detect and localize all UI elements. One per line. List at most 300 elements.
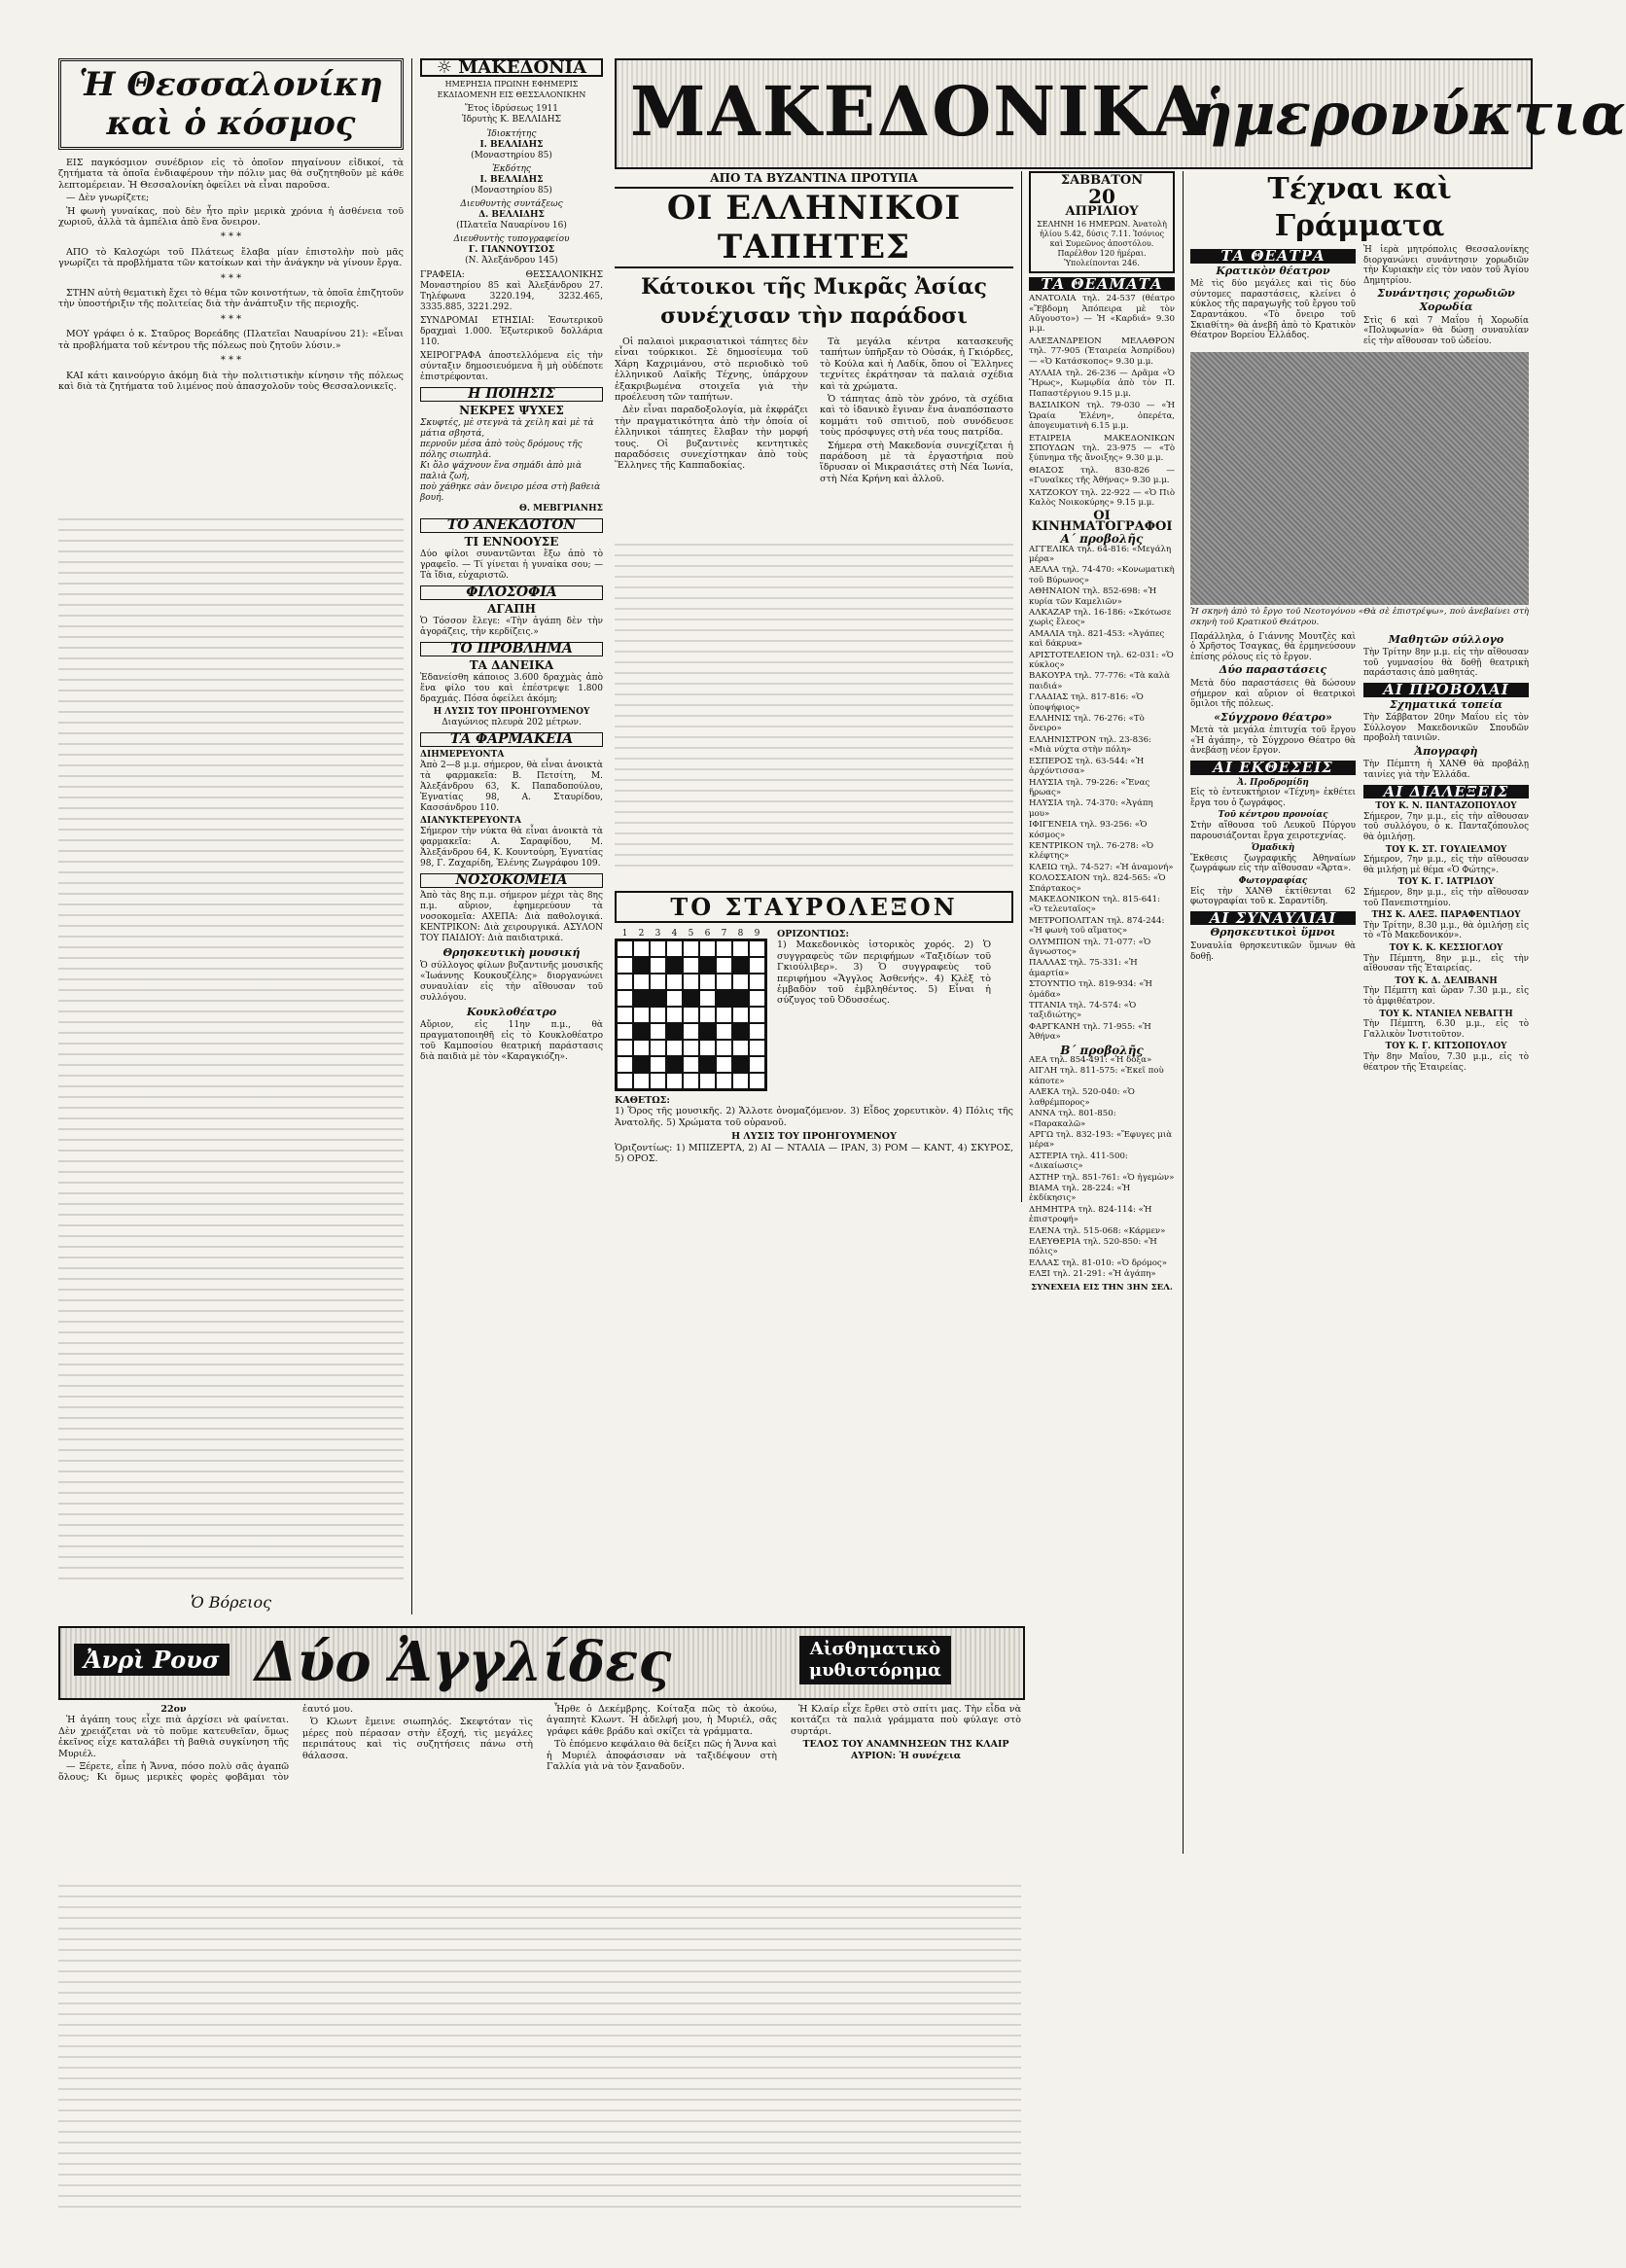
crossword-number: 4 [671, 929, 678, 939]
cinema-entry: ΑΝΝΑ τηλ. 801-850: «Παρακαλῶ» [1029, 1109, 1116, 1129]
hospitals-text: Ἀπὸ τὰς 8ης π.μ. σήμερον μέχρι τὰς 8ης π.μ. αὔριον, ἐφημερεύουν τὰ νοσοκομεῖα: ΑΧΕΠΑ: Διὰ παθολογικά. ΚΕΝΤΡΙΚΟΝ: Διὰ χειρουργικά. ΑΣΥΛΟΝ ΤΟΥ ΠΑΙΔΙΟΥ: Διὰ παιδιατρικά. [420, 891, 603, 943]
theatre-entry: ΒΑΣΙΛΙΚΟΝ τηλ. 79-030 — «Ἡ Ὡραία Ἑλένη», ὀπερέτα, ἀπογευματινὴ 6.15 μ.μ. [1029, 401, 1175, 432]
crossword-number: 3 [654, 929, 661, 939]
crossword-cell [683, 1007, 699, 1023]
date-number: 20 [1088, 185, 1115, 209]
lectures-text: Τὴν Σάββατον 20ην Μαΐου εἰς τὸν Σύλλογον Μακεδονικῶν Σπουδῶν προβολὴ ταινιῶν. [1363, 713, 1529, 744]
talk-text: Τὴν Πέμπτη, 6.30 μ.μ., εἰς τὸ Γαλλικὸν Ἰνστιτοῦτον. [1363, 1019, 1529, 1040]
arts-column [1190, 171, 1529, 1854]
crossword-clues [777, 929, 991, 1091]
masthead-director-address: (Πλατεῖα Ναυαρίνου 16) [456, 221, 567, 230]
masthead-subscriptions: ΣΥΝΔΡΟΜΑΙ ΕΤΗΣΙΑΙ: Ἐσωτερικοῦ δραχμαὶ 1.000. Ἐξωτερικοῦ δολλάρια 110. [420, 316, 603, 347]
column-rule [1021, 171, 1022, 1202]
lectures-sub-title: Ἀπογραφὴ [1414, 744, 1478, 758]
crossword-cell [683, 1056, 699, 1073]
masthead-subtitle: ΗΜΕΡΗΣΙΑ ΠΡΩΙΝΗ ΕΦΗΜΕΡΙΣ ΕΚΔΙΔΟΜΕΝΗ ΕΙΣ ΘΕΣΣΑΛΟΝΙΚΗΝ [437, 80, 586, 99]
photo-caption: Ἡ σκηνὴ ἀπὸ τὸ ἔργο τοῦ Νεοτογόνου «Θὰ σὲ ἐπιστρέψω», ποὺ ἀνεβαίνει στὴ σκηνὴ τοῦ Κρατικοῦ Θεάτρου. [1190, 607, 1529, 627]
cinema-entry: ΑΡΙΣΤΟΤΕΛΕΙΟΝ τηλ. 62-031: «Ὁ κύκλος» [1029, 650, 1174, 671]
thessaloniki-author: Ὁ Βόρειος [190, 1593, 272, 1612]
cinema-entry: ΑΣΤΕΡΙΑ τηλ. 411-500: «Δικαίωσις» [1029, 1151, 1128, 1172]
novel-end-note: ΤΕΛΟΣ ΤΟΥ ΑΝΑΜΝΗΣΕΩΝ ΤΗΣ ΚΛΑΙΡ [802, 1739, 1009, 1751]
crossword-cell [683, 974, 699, 990]
novel-title: Δύο Ἀγγλίδες [255, 1630, 672, 1694]
poetry-author: Θ. ΜΕΒΓΡΙΑΝΗΣ [519, 504, 603, 514]
crossword-cell [749, 1007, 765, 1023]
arts-right-lower [1363, 632, 1529, 1074]
shows-section-title: ΤΑ ΘΕΑΜΑΤΑ [1029, 277, 1175, 291]
crossword-cell [749, 1073, 765, 1089]
masthead-note: ΧΕΙΡΟΓΡΑΦΑ ἀποστελλόμενα εἰς τὴν σύνταξιν δημοσιευόμενα ἢ μὴ οὐδέποτε ἐπιστρέφονται. [420, 351, 603, 382]
exhibition-text: Εἰς τὸ ἐντευκτήριον «Τέχνη» ἐκθέτει ἔργα του ὁ ζωγράφος. [1190, 788, 1356, 808]
crossword-cell [617, 990, 633, 1007]
crossword-cell [666, 1040, 683, 1056]
talk-name: ΤΟΥ Κ. Δ. ΔΕΛΙΒΑΝΗ [1395, 975, 1498, 986]
cinemas-section-title: ΟΙ ΚΙΝΗΜΑΤΟΓΡΑΦΟΙ [1031, 509, 1173, 534]
concerts-title: Θρησκευτικοὶ ὕμνοι [1210, 926, 1336, 939]
poetry-line: Κι ὅλο ψάχνουν ἕνα σημάδι ἀπὸ μιὰ παλιὰ ζωή, [420, 461, 583, 481]
masthead-owner-label: Ἰδιοκτήτης [486, 129, 537, 139]
poetry-line: Σκυφτές, μὲ στεγνὰ τὰ χείλη καὶ μὲ τὰ μάτια σβηστά, [420, 418, 594, 439]
date-box [1029, 171, 1175, 273]
crossword-cell [716, 1073, 732, 1089]
crossword-cell [749, 940, 765, 957]
crossword-number: 1 [621, 929, 628, 939]
anecdote-title: ΤΙ ΕΝΝΟΟΥΣΕ [464, 535, 559, 549]
novel-paragraph: Τὸ ἐπόμενο κεφάλαιο θὰ δείξει πῶς ἡ Ἄννα καὶ ἡ Μυριέλ ἀποφάσισαν νὰ ταξιδέψουν στὴ Γαλλία γιὰ νὰ τὸν ξαναδοῦν. [547, 1739, 777, 1773]
cinemas-second-label: Β΄ προβολῆς [1060, 1043, 1144, 1057]
crossword-cell [683, 940, 699, 957]
talk-text: Σήμερον, 7ην μ.μ., εἰς τὴν αἴθουσαν θὰ μιλήσῃ μὲ θέμα «Ὁ Φώτης». [1363, 855, 1529, 875]
crossword-cell [716, 1023, 732, 1040]
talk-text: Τὴν Τρίτην, 8.30 μ.μ., θὰ ὁμιλήσῃ εἰς τὸ «Τὸ Μακεδονικόν». [1363, 920, 1529, 941]
crossword-cell [683, 1073, 699, 1089]
masthead-owner: Ι. ΒΕΛΛΙΔΗΣ [479, 140, 544, 150]
crossword-cell [732, 1040, 749, 1056]
crossword-black-cell [699, 1056, 716, 1073]
crossword-cell [666, 940, 683, 957]
crossword-cell [633, 974, 650, 990]
poetry-line: περνοῦν μέσα ἀπὸ τοὺς δρόμους τῆς πόλης σιωπηλά. [420, 440, 583, 460]
masthead-publisher-label: Ἐκδότης [492, 164, 531, 174]
talk-text: Τὴν Πέμπτη καὶ ὥραν 7.30 μ.μ., εἰς τὸ ἀμφιθέατρον. [1363, 986, 1529, 1007]
cinema-entry: ΔΗΜΗΤΡΑ τηλ. 824-114: «Ἡ ἐπιστροφή» [1029, 1204, 1152, 1225]
students-title: Μαθητῶν σύλλογο [1388, 632, 1504, 646]
crossword-cell [732, 940, 749, 957]
talk-name: ΤΟΥ Κ. ΣΤ. ΓΟΥΛΙΕΛΜΟΥ [1385, 844, 1507, 855]
page-header [615, 58, 1626, 169]
crossword-cell [666, 990, 683, 1007]
crossword-cell [633, 1040, 650, 1056]
crossword-cell [617, 1073, 633, 1089]
exhibition-title: Ἀ. Προδρομίδη [1237, 777, 1309, 788]
cinema-entry: ΜΕΤΡΟΠΟΛΙΤΑΝ τηλ. 874-244: «Ἡ φωνὴ τοῦ αἵματος» [1029, 915, 1165, 937]
cinema-entry: ΑΘΗΝΑΙΟΝ τηλ. 852-698: «Ἡ κυρία τῶν Καμελιῶν» [1029, 586, 1157, 607]
lectures-sub-text: Τὴν Πέμπτη ἡ ΧΑΝΘ θὰ προβάλῃ ταινίες γιὰ τὴν Ἑλλάδα. [1363, 760, 1529, 781]
masthead-column [420, 58, 603, 1614]
theatre-entry: ΑΝΑΤΟΛΙΑ τηλ. 24-537 (θέατρο «Ἔβδομη Ἀπόπειρα μὲ τὸν Αὔγουστο») — Ἡ «Καρδιά» 9.30 μ.μ. [1029, 294, 1175, 335]
concerts-text: Συναυλία θρησκευτικῶν ὕμνων θὰ δοθῇ. [1190, 940, 1356, 962]
crossword-black-cell [683, 990, 699, 1007]
header-title-big: ΜΑΚΕΔΟΝΙΚΑ [630, 71, 1208, 152]
talk-name: ΤΟΥ Κ. ΝΤΑΝΙΕΛ ΝΕΒΑΓΓΗ [1379, 1009, 1513, 1019]
thessaloniki-paragraph: ΑΠΟ τὸ Καλοχώρι τοῦ Πλάτεως ἔλαβα μίαν ἐπιστολὴν ποὺ μᾶς γνωρίζει τὰ προβλήματα τῶν κατοίκων καὶ τὴν ἀνάγκην νὰ γίνουν ἔργα. [58, 246, 404, 269]
crossword-cell [699, 1007, 716, 1023]
thessaloniki-paragraph: ΜΟΥ γράφει ὁ κ. Σταῦρος Βορεάδης (Πλατεῖαι Ναυαρίνου 21): «Εἶναι τὰ προβλήματα τοῦ κέντρου τῆς πόλεως ποὺ ζητοῦν λύσιν.» [58, 329, 404, 351]
thessaloniki-heading [58, 58, 404, 150]
crossword-cell [617, 1040, 633, 1056]
poetry-title: ΝΕΚΡΕΣ ΨΥΧΕΣ [459, 404, 564, 417]
arts-theatre-sub: Κρατικὸν θέατρον [1216, 264, 1330, 277]
thessaloniki-paragraph: ΕΙΣ παγκόσμιον συνέδριον εἰς τὸ ὁποῖον πηγαίνουν εἰδικοί, τὰ ζητήματα τὰ ὁποῖα ἐνδιαφέρουν τὴν πόλιν μας θὰ συζητηθοῦν μὲ κάθε λεπτομέρειαν. Ἡ Θεσσαλονίκη ὀφείλει νὰ εἶναι παροῦσα. [58, 158, 404, 191]
crossword-cell [749, 1023, 765, 1040]
arts-title: Τέχναι καὶ Γράμματα [1267, 172, 1452, 243]
cinema-entry: ΒΑΚΟΥΡΑ τηλ. 77-776: «Τὰ καλὰ παιδιά» [1029, 671, 1171, 691]
lectures-title: Σχηματικά τοπεία [1389, 697, 1503, 711]
problem-title: ΤΑ ΔΑΝΕΙΚΑ [469, 658, 554, 672]
novel-paragraph: Ἦρθε ὁ Δεκέμβρης. Κοίταξα πῶς τὸ ἀκούω, ἀγαπητὲ Κλωντ. Ἡ ἀδελφή μου, ἡ Μυριέλ, σᾶς γράφει κάθε βράδυ καὶ σκίζει τὰ γράμματα. [547, 1704, 777, 1737]
crossword-cell [617, 1056, 633, 1073]
cinema-entry: ΓΛΑΔΙΑΣ τηλ. 817-816: «Ὁ ὑποψήφιος» [1029, 692, 1144, 713]
thessaloniki-paragraph: ΣΤΗΝ αὐτὴ θεματικὴ ἔχει τὸ θέμα τῶν κοινοτήτων, τὰ ὁποῖα ἐπιζητοῦν τὴν ὑποστήριξιν τῆς πολιτείας διὰ τὴν ἀνάπτυξιν τῆς περιοχῆς. [58, 288, 404, 310]
masthead-founder: Ἱδρυτὴς Κ. ΒΕΛΛΙΔΗΣ [462, 115, 561, 124]
crossword [615, 891, 1013, 1164]
cinema-entry: ΑΡΓΩ τηλ. 832-193: «Ἔφυγες μιὰ μέρα» [1029, 1129, 1173, 1151]
cinema-entry: ΕΛΕΝΑ τηλ. 515-068: «Κάρμεν» [1029, 1225, 1166, 1236]
novel-paragraph: Ἡ ἀγάπη τους εἶχε πιὰ ἀρχίσει νὰ φαίνεται. Δὲν χρειάζεται νὰ τὸ ποῦμε κατευθεῖαν, ὅμως ἐκεῖνος εἶχε καταλάβει τὴ βαθιὰ συγκίνηση τῆς Μυριέλ. [58, 1715, 289, 1759]
crossword-down: 1) Ὅρος τῆς μουσικῆς. 2) Ἄλλοτε ὀνομαζόμενον. 3) Εἶδος χορευτικὸν. 4) Πόλις τῆς Ἀνατολῆς. 5) Χρώματα τοῦ οὐρανοῦ. [615, 1106, 1013, 1128]
separator-stars: * * * [220, 272, 242, 284]
cinema-entry: ΣΤΟΥΝΤΙΟ τηλ. 819-934: «Ἡ ὁμάδα» [1029, 979, 1152, 1000]
novel-author: Ἀνρὶ Ρουσ [74, 1644, 230, 1676]
cinema-entry: ΠΑΛΛΑΣ τηλ. 75-331: «Ἡ ἁμαρτία» [1029, 958, 1138, 978]
crossword-cell [732, 1007, 749, 1023]
crossword-black-cell [732, 957, 749, 974]
novel-chapter: 22ον [160, 1704, 187, 1715]
cinema-entry: ΑΜΑΛΙΑ τηλ. 821-453: «Ἀγάπες καὶ δάκρυα» [1029, 628, 1165, 650]
crossword-cell [683, 957, 699, 974]
philosophy-title: ΑΓΑΠΗ [487, 602, 536, 616]
masthead-editor-address: (Ν. Ἀλεξάνδρου 145) [465, 256, 558, 266]
concerts-section-title: ΑΙ ΣΥΝΑΥΛΙΑΙ [1190, 911, 1356, 926]
crossword-solution: Ὁριζοντίως: 1) ΜΠΙΖΕΡΤΑ, 2) ΑΙ — ΝΤΑΛΙΑ — ΙΡΑΝ, 3) ΡΟΜ — ΚΑΝΤ, 4) ΣΚΥΡΟΣ, 5) ΟΡΟΣ. [615, 1142, 1013, 1165]
crossword-cell [617, 1023, 633, 1040]
crossword-cell [716, 957, 732, 974]
thessaloniki-title-line1: Ἡ Θεσσαλονίκη [79, 65, 383, 104]
exhibition-title: Ὁμαδικὴ [1251, 843, 1295, 854]
cinema-entry: ΟΛΥΜΠΙΟΝ τηλ. 71-077: «Ὁ ἄγνωστος» [1029, 937, 1151, 957]
tapestries-title: ΟΙ ΕΛΛΗΝΙΚΟΙ ΤΑΠΗΤΕΣ [615, 187, 1013, 268]
crossword-number: 2 [638, 929, 645, 939]
crossword-cell [749, 957, 765, 974]
date-month: ΑΠΡΙΛΙΟΥ [1065, 204, 1139, 220]
poetry-line: ποὺ χάθηκε σὰν ὄνειρο μέσα στὴ βαθειὰ βουή. [420, 482, 601, 503]
separator-stars: * * * [220, 231, 242, 243]
talk-text: Τὴν 8ην Μαΐου, 7.30 μ.μ., εἰς τὸ θέατρον τῆς Ἑταιρείας. [1363, 1051, 1529, 1073]
talk-name: ΤΟΥ Κ. Ν. ΠΑΝΤΑΖΟΠΟΥΛΟΥ [1375, 801, 1517, 812]
crossword-cell [699, 990, 716, 1007]
talk-text: Σήμερον, 7ην μ.μ., εἰς τὴν αἴθουσαν τοῦ συλλόγου, ὁ κ. Πανταζόπουλος θὰ ὁμιλήσῃ. [1363, 811, 1529, 843]
date-day: ΣΑΒΒΑΤΟΝ [1060, 173, 1144, 188]
crossword-black-cell [666, 957, 683, 974]
talks-section-title: ΑΙ ΔΙΑΛΕΞΕΙΣ [1363, 785, 1529, 799]
crossword-cell [699, 1040, 716, 1056]
novel-banner [58, 1626, 1025, 1700]
cinema-entry: ΕΛΞΙ τηλ. 21-291: «Ἡ ἀγάπη» [1029, 1269, 1156, 1280]
exhibition-text: Ἔκθεσις ζωγραφικῆς Ἀθηναίων ζωγράφων εἰς τὴν αἴθουσαν «Ἄρτα». [1190, 853, 1356, 874]
pharmacies-section-title: ΤΑ ΦΑΡΜΑΚΕΙΑ [420, 732, 603, 747]
cinema-entry: ΒΙΑΜΑ τηλ. 28-224: «Ἡ ἐκδίκησις» [1029, 1183, 1131, 1204]
arts-after-photo-text: Παράλληλα, ὁ Γιάννης Μουτζὲς καὶ ὁ Χρῆστος Τσαγκας, θὰ ἑρμηνεύσουν ἐπίσης ρόλους εἰς τὸ ἔργον. [1190, 631, 1356, 662]
cinema-entry: ΑΕΑ τηλ. 854-491: «Ἡ δόξα» [1029, 1055, 1152, 1066]
theatre-entry: ΘΙΑΣΟΣ τηλ. 830-826 — «Γυναῖκες τῆς Ἀθήνας» 9.30 μ.μ. [1029, 465, 1175, 486]
talk-text: Τὴν Πέμπτη, 8ην μ.μ., εἰς τὴν αἴθουσαν τῆς Ἑταιρείας. [1363, 953, 1529, 975]
tapestries-subtitle-1: Κάτοικοι τῆς Μικρᾶς Ἀσίας [641, 274, 987, 300]
thessaloniki-column [58, 58, 404, 1619]
cinema-entry: ΑΣΤΗΡ τηλ. 851-761: «Ὁ ἡγεμὼν» [1029, 1172, 1175, 1183]
crossword-black-cell [732, 1056, 749, 1073]
crossword-cell [650, 940, 666, 957]
cinema-entry: ΚΕΝΤΡΙΚΟΝ τηλ. 76-278: «Ὁ κλέφτης» [1029, 840, 1154, 862]
crossword-cell [617, 957, 633, 974]
problem-section-title: ΤΟ ΠΡΟΒΛΗΜΑ [420, 642, 603, 656]
novel-body [58, 1704, 1021, 1879]
pharmacies-night-list: Σήμερον τὴν νύκτα θὰ εἶναι ἀνοικτὰ τὰ φαρμακεῖα: Α. Σαραφίδου, Μ. Ἀλεξάνδρου 64, Κ. Κουντούρη, Ἐγνατίας 98, Γ. Ζαχαρίδη, Ἑλένης Ζωγράφου 109. [420, 827, 603, 868]
masthead-paper-name: ΜΑΚΕΔΟΝΙΑ [458, 57, 587, 78]
arts-dance-text: Στὶς 6 καὶ 7 Μαΐου ἡ Χορωδία «Πολυφωνία» θὰ δώσῃ συναυλίαν εἰς τὴν αἴθουσαν τοῦ ὡδείου. [1363, 315, 1529, 346]
crossword-number: 9 [754, 929, 760, 939]
arts-choirs-text: Ἡ ἱερὰ μητρόπολις Θεσσαλονίκης διοργανώνει συνάντησιν χορωδιῶν τὴν Κυριακὴν εἰς τὸν ναὸν τοῦ Ἁγίου Δημητρίου. [1363, 245, 1529, 286]
theatre-photo [1190, 352, 1529, 605]
column-rule [411, 58, 412, 1614]
pharmacies-day-label: ΔΙΗΜΕΡΕΥΟΝΤΑ [420, 750, 505, 760]
crossword-cell [617, 1007, 633, 1023]
crossword-black-cell [633, 1023, 650, 1040]
crossword-number: 8 [737, 929, 744, 939]
masthead-publisher: Ι. ΒΕΛΛΙΔΗΣ [479, 175, 544, 185]
arts-dance-title: Χορωδία [1419, 300, 1473, 313]
cinema-second-list [1029, 1055, 1175, 1280]
crossword-solution-label: Η ΛΥΣΙΣ ΤΟΥ ΠΡΟΗΓΟΥΜΕΝΟΥ [731, 1131, 897, 1143]
header-title-italic: ἡμερονύκτια [1190, 81, 1626, 149]
masthead-publisher-address: (Μοναστηρίου 85) [471, 186, 552, 195]
crossword-cell [650, 1007, 666, 1023]
crossword-cell [666, 974, 683, 990]
tapestries-paragraph: Σήμερα στὴ Μακεδονία συνεχίζεται ἡ παράδοση μὲ τὰ ἐργαστήρια ποὺ ἵδρυσαν οἱ Μικρασιάτες στὴ Νέα Ἰωνία, στὴ Νέα Κρήνη καὶ ἀλλοῦ. [820, 440, 1013, 484]
arts-left-lower [1190, 632, 1356, 1074]
cinema-entry: ΜΑΚΕΔΟΝΙΚΟΝ τηλ. 815-641: «Ὁ τελευταῖος» [1029, 894, 1160, 915]
arts-modern-text: Μετὰ τὰ μεγάλα ἐπιτυχία τοῦ ἔργου «Ἡ ἀγάπη», τὸ Σύγχρονο Θέατρο θὰ ἀνεβάσῃ νέον ἔργον. [1190, 726, 1356, 757]
cinema-entry: ΦΑΡΓΚΑΝΗ τηλ. 71-955: «Ἡ Ἀθήνα» [1029, 1021, 1151, 1043]
crossword-cell [732, 1073, 749, 1089]
philosophy-text: Ὁ Τόσσον ἔλεγε: «Τὴν ἀγάπη δὲν τὴν ἀγοράζεις, τὴν κερδίζεις.» [420, 617, 603, 637]
novel-paragraph: Ὁ Κλωντ ἔμεινε σιωπηλός. Σκεφτόταν τὶς μέρες ποὺ πέρασαν στὴν ἐξοχή, τὶς μεγάλες περιπάτους καὶ τὶς συζητήσεις πάνω στὴ θάλασσα. [302, 1717, 533, 1761]
crossword-black-cell [716, 990, 732, 1007]
crossword-down-label: ΚΑΘΕΤΩΣ: [615, 1095, 670, 1106]
tapestries-paragraph: Δὲν εἶναι παραδοξολογία, μὰ ἐκφράζει τὴν πραγματικότητα ἀπὸ τὴν ὁποία οἱ ἐλληνικοὶ τάπητες ἔλαβαν τὴν μορφή τους. Οἱ βυζαντινὲς κεντητικὲς παραδόσεις συνεχίστηκαν ἀπὸ τοὺς Ἕλληνες τῆς Καππαδοκίας. [615, 405, 808, 472]
students-text: Τὴν Τρίτην 8ην μ.μ. εἰς τὴν αἴθουσαν τοῦ γυμνασίου θὰ δοθῇ θεατρικὴ παράστασις ἀπὸ μαθητάς. [1363, 648, 1529, 679]
cinema-entry: ΑΕΛΛΑ τηλ. 74-470: «Κονωματικὴ τοῦ Βύρωνος» [1029, 565, 1175, 585]
novel-genre-line1: Αἰσθηματικὸ [809, 1639, 941, 1659]
crossword-cell [716, 1040, 732, 1056]
cinema-entry: ΗΛΥΣΙΑ τηλ. 79-226: «Ἔνας ἥρωας» [1029, 777, 1150, 797]
crossword-cell [650, 1023, 666, 1040]
crossword-cell [666, 1073, 683, 1089]
crossword-black-cell [633, 990, 650, 1007]
talk-text: Σήμερον, 8ην μ.μ., εἰς τὴν αἴθουσαν τοῦ Πανεπιστημίου. [1363, 888, 1529, 908]
crossword-cell [699, 974, 716, 990]
arts-two-perf-text: Μετὰ δύο παραστάσεις θὰ δώσουν σήμερον καὶ αὔριον οἱ θεατρικοὶ ὅμιλοι τῆς πόλεως. [1190, 678, 1356, 710]
crossword-black-cell [633, 957, 650, 974]
crossword-number: 6 [704, 929, 711, 939]
crossword-down-block [615, 1095, 1013, 1164]
crossword-cell [716, 940, 732, 957]
print-texture [615, 541, 1013, 871]
arts-modern-title: «Σύγχρονο θέατρο» [1214, 710, 1332, 724]
tapestries-kicker: ΑΠΟ ΤΑ ΒΥΖΑΝΤΙΝΑ ΠΡΟΤΥΠΑ [710, 171, 918, 185]
masthead-logo [420, 58, 603, 77]
thessaloniki-paragraph: Ἡ φωνὴ γυναίκας, ποὺ δὲν ἦτο πρὶν μερικὰ χρόνια ἡ ἀσθένεια τοῦ χωριοῦ, ἀλλὰ τὰ ἀμπέλια ἀπὸ ἕνα ὄνειρον. [58, 205, 404, 229]
theatre-entry: ΑΛΕΞΑΝΔΡΕΙΟΝ ΜΕΛΑΘΡΟΝ τηλ. 77-905 (Ἑταιρεία Ἀσπρίδου) — «Ὁ Κατάσκοπος» 9.30 μ.μ. [1029, 336, 1175, 367]
tapestries-paragraph: Τὰ μεγάλα κέντρα κατασκευῆς ταπήτων ὑπῆρξαν τὸ Οὐσάκ, ἡ Γκιόρδες, τὸ Κούλα καὶ ἡ Λαδίκ, ὅπου οἱ Ἕλληνες τεχνίτες ἐκράτησαν τὰ παλαιὰ σχέδια καὶ τὰ χρώματα. [820, 337, 1013, 392]
anecdote-section-title: ΤΟ ΑΝΕΚΔΟΤΟΝ [420, 518, 603, 533]
crossword-cell [683, 1023, 699, 1040]
separator-stars: * * * [220, 313, 242, 325]
religious-music-title: Θρησκευτικὴ μουσική [442, 946, 581, 959]
problem-solution: Διαγώνιος πλευρὰ 202 μέτρων. [442, 718, 582, 727]
cinema-entry: ΕΛΛΗΝΙΣ τηλ. 76-276: «Τὸ ὄνειρο» [1029, 714, 1145, 734]
exhibition-title: Τοῦ κέντρου προνοίας [1218, 810, 1328, 821]
cinema-entry: ΑΓΓΕΛΙΚΑ τηλ. 64-816: «Μεγάλη μέρα» [1029, 544, 1172, 564]
crossword-cell [716, 974, 732, 990]
exhibitions-list [1190, 778, 1356, 907]
masthead-editor-label: Διευθυντὴς τυπογραφείου [453, 234, 570, 244]
thessaloniki-paragraph: ΚΑΙ κάτι καινούργιο ἀκόμη διὰ τὴν πολιτιστικὴν κίνησιν τῆς πόλεως καὶ διὰ τὰ ζητήματα τοῦ λιμένος ποὺ ἀπασχολοῦν τοὺς Θεσσαλονικεῖς. [58, 370, 404, 392]
masthead-founded: Ἔτος ἱδρύσεως 1911 [464, 104, 559, 114]
cinema-entry: ΗΛΥΣΙΑ τηλ. 74-370: «Ἀγάπη μου» [1029, 798, 1153, 819]
crossword-cell [650, 1056, 666, 1073]
crossword-puzzle [615, 929, 767, 1091]
crossword-cell [732, 974, 749, 990]
crossword-number: 5 [688, 929, 694, 939]
crossword-black-cell [633, 1056, 650, 1073]
masthead-owner-address: (Μοναστηρίου 85) [471, 151, 552, 160]
crossword-black-cell [650, 990, 666, 1007]
shows-column [1029, 171, 1175, 1854]
novel-genre [799, 1636, 951, 1684]
crossword-cell [650, 974, 666, 990]
crossword-cell [699, 1073, 716, 1089]
crossword-grid [615, 939, 767, 1091]
cinema-entry: ΤΙΤΑΝΙΑ τηλ. 74-574: «Ὁ ταξιδιώτης» [1029, 1001, 1137, 1021]
theatre-entry: ΑΥΛΑΙΑ τηλ. 26-236 — Δρᾶμα «Ὁ Ἥρως», Κωμῳδία ἀπὸ τὸν Π. Παπαστέργιου 9.15 μ.μ. [1029, 369, 1175, 399]
crossword-cell [633, 1007, 650, 1023]
crossword-across-label: ΟΡΙΖΟΝΤΙΩΣ: [777, 929, 849, 939]
exhibition-text: Στὴν αἴθουσα τοῦ Λευκοῦ Πύργου παρουσιάζονται ἔργα χειροτεχνίας. [1190, 821, 1356, 841]
crossword-black-cell [699, 957, 716, 974]
masthead-offices: ΓΡΑΦΕΙΑ: ΘΕΣΣΑΛΟΝΙΚΗΣ Μοναστηρίου 85 καὶ Ἀλεξάνδρου 27. Τηλέφωνα 3220.194, 3232.465, 3335.885, 3221.292. [420, 270, 603, 312]
talk-name: ΤΗΣ Κ. ΑΛΕΞ. ΠΑΡΑΦΕΝΤΙΔΟΥ [1371, 910, 1521, 921]
cinema-entry: ΚΛΕΙΩ τηλ. 74-527: «Ἡ ἀναμονή» [1029, 862, 1174, 872]
crossword-cell [633, 940, 650, 957]
pharmacies-day-list: Ἀπὸ 2—8 μ.μ. σήμερον, θὰ εἶναι ἀνοικτὰ τὰ φαρμακεῖα: Β. Πετσίτη, Μ. Ἀλεξάνδρου 63, Κ. Παπαδοπούλου, Ἐγνατίας 98, Α. Σταυρίδου, Κασσάνδρου 110. [420, 761, 603, 813]
thessaloniki-title-line2: καὶ ὁ κόσμος [106, 104, 356, 143]
tapestries-article [615, 171, 1013, 1202]
arts-left-col [1190, 245, 1356, 346]
cinema-entry: ΕΛΛΑΣ τηλ. 81-010: «Ὁ δρόμος» [1029, 1258, 1167, 1268]
cinema-entry: ΕΣΠΕΡΟΣ τηλ. 63-544: «Ἡ ἀρχόντισσα» [1029, 756, 1145, 777]
crossword-black-cell [699, 1023, 716, 1040]
continued-note: ΣΥΝΕΧΕΙΑ ΕΙΣ ΤΗΝ 3ΗΝ ΣΕΛ. [1031, 1282, 1173, 1293]
crossword-cell [633, 1073, 650, 1089]
theatre-entry: ΧΑΤΖΟΚΟΥ τηλ. 22-922 — «Ὁ Πιὸ Καλὸς Νοικοκύρης» 9.15 μ.μ. [1029, 487, 1175, 508]
print-texture [58, 1882, 1021, 2213]
problem-text: Ἐδανείσθη κάποιος 3.600 δραχμὰς ἀπὸ ἕνα φίλο του καὶ ἐπέστρεψε 1.800 δραχμάς. Πόσα ὀφείλει ἀκόμη; [420, 673, 603, 704]
problem-solution-label: Η ΛΥΣΙΣ ΤΟΥ ΠΡΟΗΓΟΥΜΕΝΟΥ [433, 707, 590, 717]
separator-stars: * * * [220, 355, 242, 367]
philosophy-section-title: ΦΙΛΟΣΟΦΙΑ [420, 585, 603, 600]
masthead-director-label: Διευθυντὴς συντάξεως [460, 199, 563, 209]
theatre-list [1029, 294, 1175, 508]
crossword-cell [666, 1007, 683, 1023]
crossword-cell [699, 940, 716, 957]
tapestries-paragraph: Οἱ παλαιοὶ μικρασιατικοὶ τάπητες δὲν εἶναι τούρκικοι. Σὲ δημοσίευμα τοῦ Χάρη Καχριμάνου, στὸ περιοδικὸ τοῦ ἑλληνικοῦ Λαϊκῆς Τέχνης, ὑπάρχουν ἐξακριβωμένα στοιχεῖα γιὰ τὴν προέλευση τῶν ταπήτων. [615, 337, 808, 404]
novel-genre-line2: μυθιστόρημα [809, 1660, 941, 1681]
masthead-director: Δ. ΒΕΛΛΙΔΗΣ [478, 210, 545, 220]
arts-choirs-title: Συνάντησις χορωδιῶν [1377, 287, 1515, 301]
crossword-cell [749, 1040, 765, 1056]
cinema-entry: ΕΛΛΗΝΙΣΤΡΟΝ τηλ. 23-836: «Μιὰ νύχτα στὴν πόλη» [1029, 734, 1151, 756]
exhibitions-section-title: ΑΙ ΕΚΘΕΣΕΙΣ [1190, 761, 1356, 775]
poetry-section-title: Η ΠΟΙΗΣΙΣ [420, 387, 603, 402]
novel-tomorrow: ΑΥΡΙΟΝ: Ἡ συνέχεια [850, 1750, 962, 1761]
crossword-cell [749, 990, 765, 1007]
exhibition-title: Φωτογραφίας [1238, 876, 1308, 886]
crossword-black-cell [666, 1056, 683, 1073]
thessaloniki-paragraph: — Δὲν γνωρίζετε; [66, 193, 150, 204]
theatre-entry: ΕΤΑΙΡΕΙΑ ΜΑΚΕΔΟΝΙΚΩΝ ΣΠΟΥΔΩΝ τηλ. 23-975 — «Τὸ ξύπνημα τῆς ἄνοιξης» 9.30 μ.μ. [1029, 433, 1175, 464]
date-info: ΣΕΛΗΝΗ 16 ΗΜΕΡΩΝ. Ἀνατολὴ ἡλίου 5.42, δύσις 7.11. Ἰσόνιος καὶ Συμεῶνος ἀποστόλου. Παρέλθον 120 ἡμέραι. Ὑπολείπονται 246. [1037, 219, 1167, 267]
anecdote-text: Δύο φίλοι συναντῶνται ἔξω ἀπὸ τὸ γραφεῖο. — Τί γίνεται ἡ γυναίκα σου; — Τὰ ἴδια, εὐχαριστῶ. [420, 549, 603, 581]
cinema-entry: ΚΟΛΟΣΣΑΙΟΝ τηλ. 824-565: «Ὁ Σπάρτακος» [1029, 873, 1166, 894]
exhibition-text: Εἰς τὴν ΧΑΝΘ ἐκτίθενται 62 φωτογραφίαι τοῦ κ. Σαραντίδη. [1190, 886, 1356, 907]
hospitals-section-title: ΝΟΣΟΚΟΜΕΙΑ [420, 873, 603, 888]
cinema-entry: ΕΛΕΥΘΕΡΙΑ τηλ. 520-850: «Ἡ πόλις» [1029, 1236, 1157, 1258]
column-rule [1183, 171, 1184, 1854]
cinema-entry: ΑΛΚΑΖΑΡ τηλ. 16-186: «Σκότωσε χωρὶς ἔλεος» [1029, 608, 1172, 628]
masthead-sun-icon: ☼ [436, 57, 453, 78]
crossword-cell [716, 1056, 732, 1073]
crossword-cell [749, 1056, 765, 1073]
tapestries-paragraph: Ὁ τάπητας ἀπὸ τὸν χρόνο, τὰ σχέδια καὶ τὸ ἰδανικὸ ἔγιναν ἕνα ἀναπόσπαστο κομμάτι τοῦ σπιτιοῦ, ποὺ συνόδευσε τοὺς πρόσφυγες στὴ νέα τους πατρίδα. [820, 394, 1013, 439]
crossword-cell [749, 974, 765, 990]
crossword-cell [683, 1040, 699, 1056]
kouklotheatro-title: Κουκλοθέατρο [466, 1006, 557, 1018]
thessaloniki-body [58, 158, 404, 392]
crossword-cell [716, 1007, 732, 1023]
crossword-title: ΤΟ ΣΤΑΥΡΟΛΕΞΟΝ [615, 891, 1013, 923]
cinema-entry: ΑΛΕΚΑ τηλ. 520-040: «Ὁ λαθρέμπορος» [1029, 1087, 1135, 1108]
crossword-cell [617, 974, 633, 990]
talk-name: ΤΟΥ Κ. Γ. ΚΙΤΣΟΠΟΥΛΟΥ [1385, 1042, 1507, 1052]
crossword-black-cell [732, 990, 749, 1007]
crossword-black-cell [732, 1023, 749, 1040]
crossword-col-numbers [617, 929, 767, 939]
novel-paragraph: — Ξέρετε, εἶπε ἡ Ἄννα, πόσο πολὺ σᾶς ἀγαπῶ ὅλους; Κι ὅμως μερικὲς φορὲς φοβᾶμαι τὸν ἑαυτό μου. [58, 1704, 353, 1784]
crossword-cell [650, 1040, 666, 1056]
cinema-entry: ΑΙΓΛΗ τηλ. 811-575: «Ἐκεῖ ποὺ κάποτε» [1029, 1066, 1164, 1086]
novel-paragraph: Ἡ Κλαίρ εἶχε ἔρθει στὸ σπίτι μας. Τὴν εἶδα νὰ κοιτάζει τὰ παλιὰ γράμματα ποὺ φύλαγε στὸ συρτάρι. [791, 1704, 1021, 1737]
crossword-cell [650, 957, 666, 974]
